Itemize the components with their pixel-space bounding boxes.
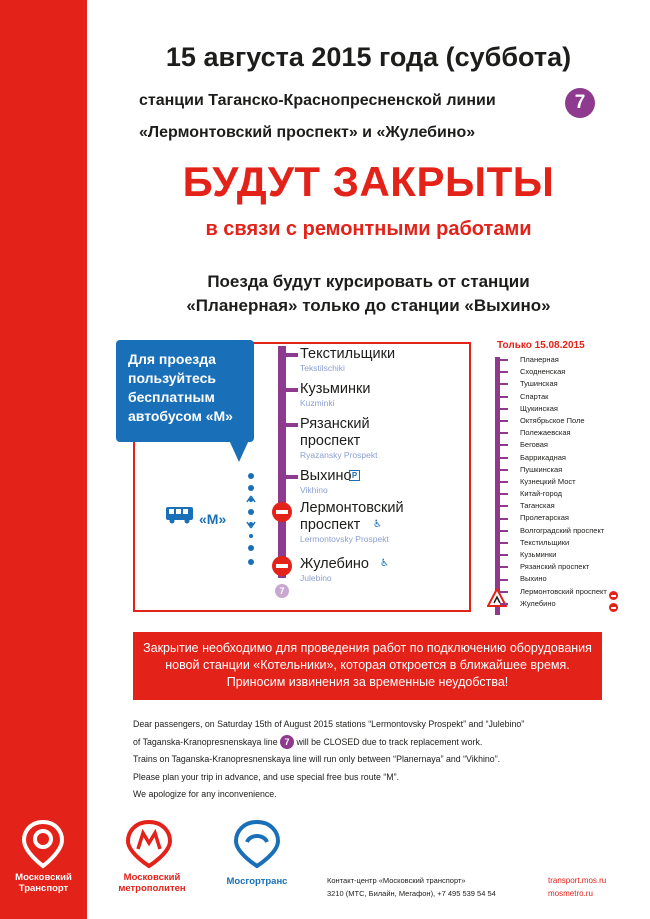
station-list-tick bbox=[500, 371, 508, 373]
bus-icon bbox=[165, 506, 195, 524]
station-list-item: Баррикадная bbox=[520, 452, 566, 462]
english-line: We apologize for any inconvenience. bbox=[133, 789, 277, 800]
station-tick bbox=[286, 423, 298, 427]
station-list-item: Кузьминки bbox=[520, 550, 557, 559]
notice-line: Приносим извинения за временные неудобства! bbox=[226, 675, 509, 689]
date-title: 15 августа 2015 года (суббота) bbox=[165, 42, 572, 72]
station-name: Выхино bbox=[300, 468, 352, 484]
station-list-item: Волгоградский проспект bbox=[520, 525, 605, 535]
station-list-item: Текстильщики bbox=[520, 537, 570, 547]
bus-route-path bbox=[239, 470, 263, 570]
logo-text-line: Московский bbox=[15, 872, 72, 883]
bus-callout-line: Для проезда bbox=[128, 351, 216, 367]
closed-stations-subtitle: «Лермонтовский проспект» и «Жулебино» bbox=[139, 124, 476, 141]
station-name-line2: проспект bbox=[300, 433, 361, 449]
station-tick bbox=[286, 353, 298, 357]
station-list-tick bbox=[500, 457, 508, 459]
moscow-metro-logo-text bbox=[102, 872, 202, 894]
logo-text-line: метрополитен bbox=[118, 883, 186, 894]
station-list-tick bbox=[500, 554, 508, 556]
station-name: Кузьминки bbox=[300, 381, 371, 397]
closure-notice-box bbox=[133, 632, 602, 700]
bus-route-label: «М» bbox=[199, 511, 227, 527]
logo-text-line: Транспорт bbox=[18, 883, 69, 894]
transport-website-link[interactable]: transport.mos.ru bbox=[548, 876, 607, 885]
accessibility-icon: ♿ bbox=[380, 558, 389, 569]
bus-callout-line: пользуйтесь bbox=[128, 370, 217, 386]
station-list-item: Таганская bbox=[520, 501, 555, 511]
logo-text-line: Московский bbox=[123, 872, 181, 883]
station-closed-icon bbox=[272, 556, 292, 576]
mosgortrans-logo-text: Мосгортранс bbox=[226, 876, 288, 887]
station-list-item: Рязанский проспект bbox=[520, 562, 590, 572]
bus-callout bbox=[116, 340, 254, 442]
station-list-tick bbox=[500, 432, 508, 434]
moscow-transport-logo-icon bbox=[20, 818, 66, 870]
station-list-title: Только 15.08.2015 bbox=[497, 340, 585, 351]
moscow-metro-logo-icon bbox=[122, 818, 176, 870]
station-name: Жулебино bbox=[300, 556, 369, 572]
station-list-item: Тушинская bbox=[520, 379, 558, 389]
english-text: of Taganska-Kranopresnenskaya line bbox=[133, 736, 278, 747]
poster bbox=[15, 0, 650, 919]
station-tick bbox=[286, 388, 298, 392]
line-number-badge-small: 7 bbox=[275, 584, 289, 598]
station-list-tick bbox=[500, 579, 508, 581]
headline-closed: БУДУТ ЗАКРЫТЫ bbox=[182, 158, 555, 205]
station-list-item: Щукинская bbox=[520, 403, 558, 413]
line-subtitle: станции Таганско-Краснопресненской линии bbox=[139, 92, 496, 109]
station-list-item: Октябрьское Поле bbox=[520, 415, 585, 425]
station-list-item: Спартак bbox=[520, 391, 549, 401]
contact-phones: 3210 (МТС, Билайн, Мегафон), +7 495 539 54 54 bbox=[327, 889, 496, 898]
bus-callout-line: бесплатным bbox=[128, 389, 215, 405]
station-list-item: Полежаевская bbox=[520, 428, 571, 438]
closure-reason: в связи с ремонтными работами bbox=[205, 218, 532, 240]
station-name-en: Tekstilschiki bbox=[300, 363, 345, 373]
english-text: will be CLOSED due to track replacement work. bbox=[296, 736, 483, 747]
station-name-en: Vikhino bbox=[300, 485, 328, 495]
station-name-en: Kuzminki bbox=[300, 398, 335, 408]
english-notice bbox=[133, 716, 603, 804]
station-list-tick bbox=[500, 493, 508, 495]
station-name: Рязанский bbox=[300, 416, 370, 432]
station-list-item: Планерная bbox=[520, 355, 559, 364]
station-list-tick bbox=[500, 469, 508, 471]
station-list-item: Сходненская bbox=[520, 367, 566, 377]
station-list-tick bbox=[500, 481, 508, 483]
station-list-tick bbox=[500, 591, 508, 593]
moscow-transport-logo-text bbox=[0, 872, 87, 894]
accessibility-icon: ♿ bbox=[373, 519, 382, 530]
line-number-badge: 7 bbox=[565, 88, 595, 118]
english-line: Please plan your trip in advance, and use special free bus route “M”. bbox=[133, 771, 400, 782]
station-closed-icon bbox=[609, 603, 618, 612]
english-line: Trains on Taganska-Kranopresnenskaya line will run only between “Planernaya” and “Vikhino”. bbox=[133, 754, 501, 765]
mosgortrans-logo-icon bbox=[230, 818, 284, 870]
metro-line-bar bbox=[278, 346, 286, 578]
station-list-item: Пролетарская bbox=[520, 513, 569, 523]
metro-website-link[interactable]: mosmetro.ru bbox=[548, 889, 593, 898]
parking-icon: P bbox=[349, 470, 360, 481]
station-list-tick bbox=[500, 542, 508, 544]
station-list-tick bbox=[500, 566, 508, 568]
station-list-tick bbox=[500, 408, 508, 410]
station-list-item: Выхино bbox=[520, 574, 547, 584]
station-list-tick bbox=[500, 518, 508, 520]
station-list bbox=[520, 354, 607, 610]
english-line: Dear passengers, on Saturday 15th of August 2015 stations “Lermontovsky Prospekt” and “Julebino” bbox=[133, 719, 525, 729]
english-line bbox=[133, 734, 603, 752]
station-list-tick bbox=[500, 530, 508, 532]
station-name-en: Julebino bbox=[300, 573, 332, 583]
station-list-item: Жулебино bbox=[520, 598, 556, 608]
station-list-item: Китай-город bbox=[520, 489, 563, 499]
station-list-tick bbox=[500, 383, 508, 385]
station-list-item: Лермонтовский проспект bbox=[520, 586, 607, 596]
station-list-tick bbox=[500, 603, 508, 605]
station-name: Лермонтовский bbox=[300, 500, 404, 516]
station-tick bbox=[286, 475, 298, 479]
station-list-item: Беговая bbox=[520, 440, 548, 450]
station-closed-icon bbox=[609, 591, 618, 600]
trains-info-line2: «Планерная» только до станции «Выхино» bbox=[186, 296, 551, 315]
station-list-tick bbox=[500, 420, 508, 422]
station-list-item: Пушкинская bbox=[520, 464, 563, 474]
line-number-badge-inline: 7 bbox=[280, 735, 294, 749]
red-side-band bbox=[0, 0, 87, 919]
trains-info-line1: Поезда будут курсировать от станции bbox=[207, 272, 530, 291]
station-name-en: Ryazansky Prospekt bbox=[300, 450, 378, 460]
station-closed-icon bbox=[272, 502, 292, 522]
station-name-line2: проспект bbox=[300, 517, 361, 533]
contact-center-label: Контакт-центр «Московский транспорт» bbox=[327, 876, 466, 885]
notice-line: Закрытие необходимо для проведения работ по подключению оборудования bbox=[143, 641, 592, 655]
station-list-item: Кузнецкий Мост bbox=[520, 476, 576, 486]
bus-callout-line: автобусом «М» bbox=[128, 408, 233, 424]
notice-line: новой станции «Котельники», которая откроется в ближайшее время. bbox=[165, 658, 570, 672]
station-name-en: Lermontovsky Prospekt bbox=[300, 534, 389, 544]
station-list-tick bbox=[500, 505, 508, 507]
station-list-tick bbox=[500, 396, 508, 398]
station-list-tick bbox=[500, 359, 508, 361]
bus-callout-pointer bbox=[229, 440, 249, 462]
station-list-tick bbox=[500, 444, 508, 446]
station-name: Текстильщики bbox=[300, 346, 396, 362]
